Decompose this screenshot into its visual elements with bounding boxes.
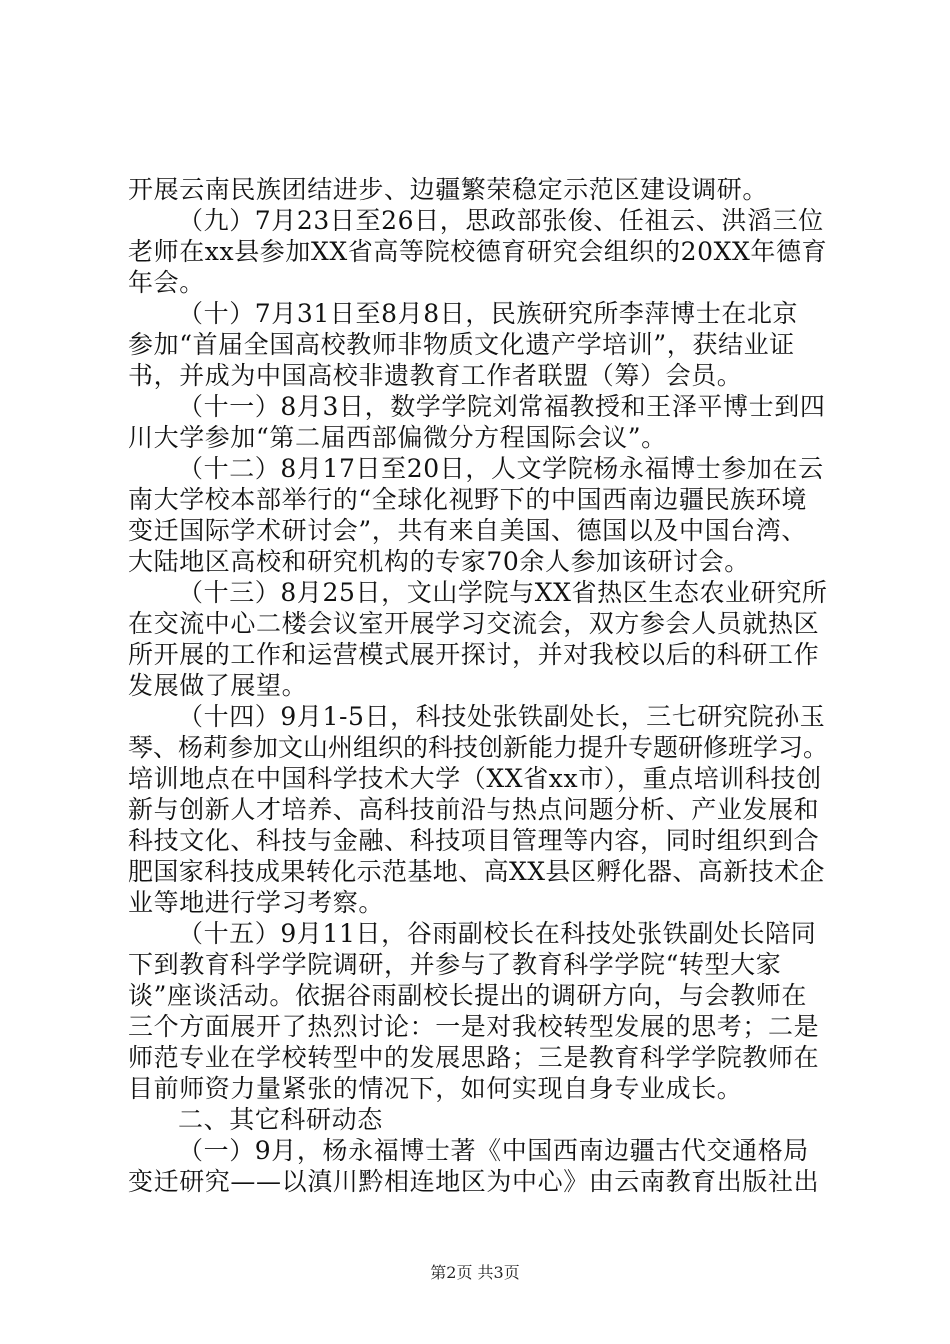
text-line: （一）9月，杨永福博士著《中国西南边疆古代交通格局: [178, 1136, 809, 1165]
text-line: 二、其它科研动态: [178, 1105, 383, 1134]
text-line: 发展做了展望。: [128, 671, 308, 700]
text-line: （九）7月23日至26日，思政部张俊、任祖云、洪滔三位: [178, 206, 824, 235]
text-line: 川大学参加“第二届西部偏微分方程国际会议”。: [128, 423, 667, 452]
text-line: 在交流中心二楼会议室开展学习交流会，双方参会人员就热区: [128, 609, 820, 638]
text-line: （十三）8月25日，文山学院与XX省热区生态农业研究所: [178, 578, 828, 607]
text-line: 开展云南民族团结进步、边疆繁荣稳定示范区建设调研。: [128, 175, 769, 204]
text-line: 谈”座谈活动。依据谷雨副校长提出的调研方向，与会教师在: [128, 981, 807, 1010]
text-line: 科技文化、科技与金融、科技项目管理等内容，同时组织到合: [128, 826, 820, 855]
text-line: 师范专业在学校转型中的发展思路；三是教育科学学院教师在: [128, 1043, 820, 1072]
text-line: 老师在xx县参加XX省高等院校德育研究会组织的20XX年德育: [128, 237, 828, 266]
text-line: 所开展的工作和运营模式展开探讨，并对我校以后的科研工作: [128, 640, 820, 669]
text-line: 变迁研究——以滇川黔相连地区为中心》由云南教育出版社出: [128, 1167, 820, 1196]
text-line: （十一）8月3日，数学学院刘常福教授和王泽平博士到四: [178, 392, 826, 421]
text-line: （十五）9月11日，谷雨副校长在科技处张铁副处长陪同: [178, 919, 817, 948]
page-footer: 第2页 共3页: [430, 1263, 520, 1282]
text-line: 大陆地区高校和研究机构的专家70余人参加该研讨会。: [128, 547, 750, 576]
text-line: （十）7月31日至8月8日，民族研究所李萍博士在北京: [178, 299, 799, 328]
text-line: （十二）8月17日至20日，人文学院杨永福博士参加在云: [178, 454, 824, 483]
text-line: 业等地进行学习考察。: [128, 888, 385, 917]
text-line: （十四）9月1-5日，科技处张铁副处长，三七研究院孙玉: [178, 702, 826, 731]
text-line: 年会。: [128, 268, 205, 297]
text-line: 下到教育科学学院调研，并参与了教育科学学院“转型大家: [128, 950, 782, 979]
text-line: 新与创新人才培养、高科技前沿与热点问题分析、产业发展和: [128, 795, 820, 824]
text-line: 目前师资力量紧张的情况下，如何实现自身专业成长。: [128, 1074, 743, 1103]
text-line: 书，并成为中国高校非遗教育工作者联盟（筹）会员。: [128, 361, 743, 390]
text-line: 三个方面展开了热烈讨论：一是对我校转型发展的思考；二是: [128, 1012, 820, 1041]
text-line: 培训地点在中国科学技术大学（XX省xx市），重点培训科技创: [128, 764, 822, 793]
text-line: 琴、杨莉参加文山州组织的科技创新能力提升专题研修班学习。: [128, 733, 829, 762]
document-body: [128, 174, 828, 1197]
text-line: 南大学校本部举行的“全球化视野下的中国西南边疆民族环境: [128, 485, 807, 514]
text-line: 参加“首届全国高校教师非物质文化遗产学培训”，获结业证: [128, 330, 795, 359]
text-line: 变迁国际学术研讨会”，共有来自美国、德国以及中国台湾、: [128, 516, 807, 545]
text-line: 肥国家科技成果转化示范基地、高XX县区孵化器、高新技术企: [128, 857, 825, 886]
